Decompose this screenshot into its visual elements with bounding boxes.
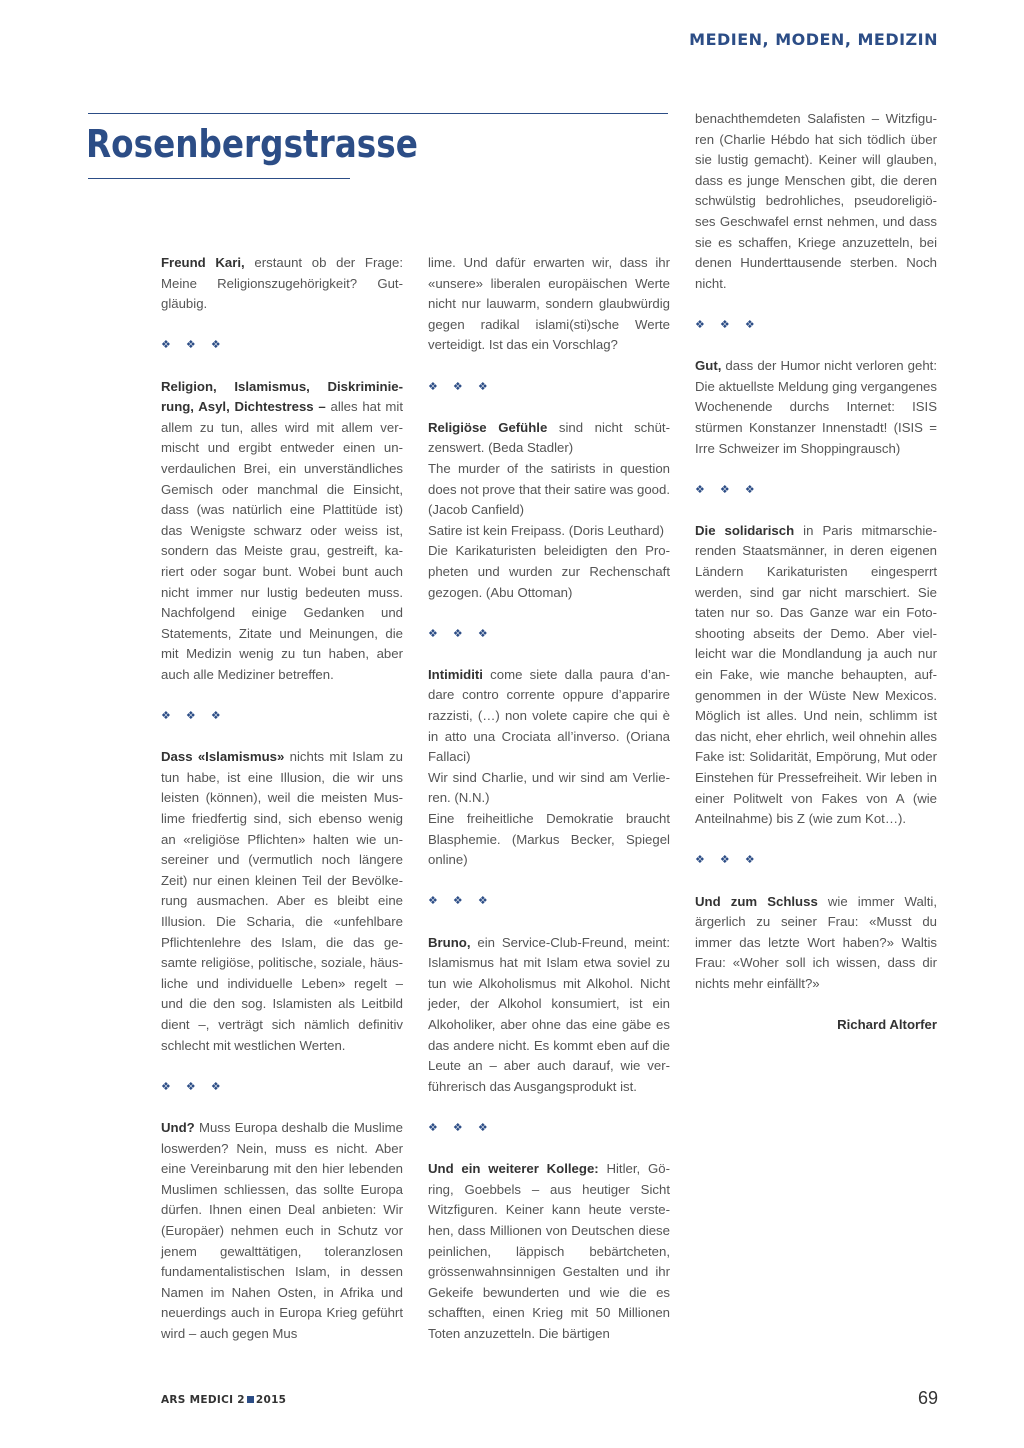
quote <box>428 521 670 542</box>
paragraph <box>695 356 937 459</box>
ornament-divider: ❖ ❖ ❖ <box>695 318 761 331</box>
paragraph-lead: Die solidarisch <box>695 522 795 538</box>
ornament-divider: ❖ ❖ ❖ <box>161 339 227 352</box>
paragraph <box>161 747 403 1056</box>
paragraph-lead: Religion, Islamismus, Diskriminierung, Asyl, Dichtestress – <box>161 378 403 415</box>
paragraph <box>161 253 403 315</box>
paragraph-text: ein Service-Club-Freund, meint: Islamismus hat mit Islam etwa soviel zu tun wie Alkoholismus mit Alkohol. Nicht jeder, der Alkohol konsumiert, ist ein Alkoholiker, aber ohne das eine gäbe es das andere nicht. Es kommt eben auf die Leute an – aber auch darauf, wie verführerisch das Ausgangsprodukt ist. <box>428 934 670 1094</box>
ornament-divider: ❖ ❖ ❖ <box>695 854 761 867</box>
quote <box>428 768 670 809</box>
quote-text: come siete dalla paura d’andare contro corrente oppure d’apparire razzisti, (…) non volete capire che qui è in atto una Crociata all’inverso. (Oriana Fallaci) <box>428 666 670 765</box>
paragraph-text: Hitler, Göring, Goebbels – aus heutiger Sicht Witzfiguren. Keiner kann heute verstehen, dass Millionen von Deutschen diese peinlichen, läppisch bebärtcheten, grössenwahnsinnigen Gestalten und ihr Gekeife bewunderten und wie die es schafften, einen Krieg mit 50 Millionen Toten anzuzetteln. Die bärtigen <box>428 1161 670 1341</box>
journal-year: 2015 <box>255 1394 287 1406</box>
ornament-divider: ❖ ❖ ❖ <box>161 710 227 723</box>
paragraph-lead: Bruno, <box>428 934 471 950</box>
paragraph <box>428 253 670 356</box>
quote-text: Die Karikaturisten beleidigten den Propheten und wurden zur Rechenschaft gezogen. (Abu Ottoman) <box>428 543 670 600</box>
paragraph-text: alles hat mit allem zu tun, alles wird mit allem vermischt und ergibt entweder einen unverdaulichen Brei, ein unverständliches Gemisch oder manchmal die Einsicht, dass (was natürlich eine Plattitüde ist) das Wenigste schwarz oder weiss ist, sondern das Meiste grau, gestreift, kariert oder sogar bunt. Wobei bunt auch nicht immer nur lustig bedeuten muss. Nachfolgend einige Gedanken und Statements, Zitate und Meinungen, die mit Medizin wenig zu tun haben, aber auch alle Mediziner betreffen. <box>161 399 404 682</box>
ornament-divider: ❖ ❖ ❖ <box>428 895 494 908</box>
title-rule-bottom <box>88 178 350 179</box>
paragraph <box>428 1159 670 1344</box>
paragraph-lead: Und? <box>161 1119 195 1135</box>
paragraph-text: in Paris mitmarschierenden Staatsmänner, in deren eigenen Ländern Karikaturisten eingesperrt werden, sind gar nicht marschiert. Sie taten nur so. Das Ganze war ein Fotoshooting abseits der Demo. Aber vielleicht war die Mondlandung ja auch nur ein Fake, wie manche behaupten, aufgenommen in der Wüste New Mexicos. Möglich ist alles. Und nein, schlimm ist das nicht, eher ehrlich, weil ohnehin alles Fake ist: Solidarität, Empörung, Mut oder Einstehen für Pressefreiheit. Wir leben in einer Politwelt von Fakes von A (wie Anteilnahme) bis Z (wie zum Kot…). <box>695 522 937 827</box>
text-column-1 <box>161 253 403 1344</box>
quote-text: sind nicht schützenswert. (Beda Stadler) <box>428 419 670 456</box>
ornament-divider: ❖ ❖ ❖ <box>161 1080 227 1093</box>
paragraph <box>428 933 670 1098</box>
page-number: 69 <box>917 1388 938 1408</box>
paragraph-text: Muss Europa deshalb die Muslime loswerden? Nein, muss es nicht. Aber eine Vereinbarung mit den hier lebenden Muslimen schliessen, das sollte Europa dürfen. Ihnen einen Deal anbieten: Wir (Europäer) nehmen euch in Schutz vor jenem gewalttätigen, toleranzlosen fundamentalistischen Islam, in dessen Namen im Nahen Osten, in Afrika und neuerdings auch in Europa Krieg geführt wird – auch gegen Mus <box>161 1119 403 1341</box>
paragraph-lead: Dass «Islamismus» <box>161 749 285 765</box>
paragraph-text: lime. Und dafür erwarten wir, dass ihr «unsere» liberalen europäischen Werte nicht nur lauwarm, sondern glaubwürdig gegen radikal islami(sti)sche Werte verteidigt. Ist das ein Vorschlag? <box>428 255 670 353</box>
section-title: MEDIEN, MODEN, MEDIZIN <box>689 30 938 49</box>
paragraph <box>695 521 937 830</box>
paragraph-text: nichts mit Islam zu tun habe, ist eine Illusion, die wir uns leisten (können), weil die meisten Muslime friedfertig sind, sich ebenso wenig an «religiöse Pflichten» halten wie unsereiner und (vermutlich noch längere Zeit) nur einen kleinen Teil der Bevölkerung ausmachen. Aber es bleibt eine Illusion. Die Scharia, die «unfehlbare Pflichtenlehre des Islam, die das gesamte religiöse, politische, soziale, häusliche und individuelle Leben» regelt – und die den sog. Islamisten als Leitbild dient –, verträgt sich nämlich definitiv schlecht mit westlichen Werten. <box>161 749 404 1053</box>
journal-name: ARS MEDICI 2 <box>161 1394 245 1406</box>
paragraph <box>695 892 937 995</box>
quote-text: Wir sind Charlie, und wir sind am Verlieren. (N.N.) <box>428 769 670 806</box>
paragraph <box>695 109 937 294</box>
quote-text: The murder of the satirists in question does not prove that their satire was good. (Jacob Canfield) <box>428 460 670 518</box>
title-rule-top <box>88 113 668 114</box>
quote-lead: Religiöse Gefühle <box>428 419 548 435</box>
text-column-3 <box>695 109 937 1056</box>
article-title: Rosenbergstrasse <box>86 122 418 166</box>
paragraph-lead: Und zum Schluss <box>695 893 818 909</box>
quote-text: Satire ist kein Freipass. (Doris Leuthard) <box>428 522 664 538</box>
paragraph-lead: Und ein weiterer Kollege: <box>428 1161 599 1177</box>
quote-text: Eine freiheitliche Demokratie braucht Blasphemie. (Markus Becker, Spiegel online) <box>428 811 670 868</box>
paragraph-text: dass der Humor nicht verloren geht: Die aktuellste Meldung ging vergangenes Wochenende durchs Internet: ISIS stürmen Konstanzer Innenstadt! (ISIS = Irre Schweizer im Shoppingrausch) <box>695 358 937 456</box>
quote <box>428 418 670 459</box>
quote-lead: Intimiditi <box>428 666 483 682</box>
paragraph-lead: Gut, <box>695 358 722 374</box>
paragraph <box>161 377 403 686</box>
text-column-2 <box>428 253 670 1344</box>
square-separator-icon <box>247 1396 254 1403</box>
ornament-divider: ❖ ❖ ❖ <box>428 627 494 640</box>
author-name: Richard Altorfer <box>837 1017 937 1033</box>
journal-footer <box>161 1394 286 1406</box>
paragraph-text: erstaunt ob der Frage: Meine Religionszugehörigkeit? Gutgläubig. <box>161 255 404 312</box>
paragraph-lead: Freund Kari, <box>161 255 245 270</box>
quote <box>428 541 670 603</box>
ornament-divider: ❖ ❖ ❖ <box>428 1121 494 1134</box>
ornament-divider: ❖ ❖ ❖ <box>695 483 761 496</box>
quote <box>428 809 670 871</box>
paragraph <box>161 1118 403 1345</box>
quote <box>428 459 670 521</box>
paragraph-text: wie immer Walti, ärgerlich zu seiner Frau: «Musst du immer das letzte Wort haben?» Waltis Frau: «Woher soll ich wissen, dass dir nichts mehr einfällt?» <box>695 893 937 991</box>
paragraph-text: benachthemdeten Salafisten – Witzfiguren (Charlie Hébdo hat sich tödlich über sie lustig gemacht). Keiner will glauben, dass es junge Menschen gibt, die deren schwülstig bedrohliches, pseudoreligiöses Geschwafel ernst nehmen, und dass sie es schaffen, Kriege anzuzetteln, bei denen Hunderttausende sterben. Noch nicht. <box>695 111 937 291</box>
ornament-divider: ❖ ❖ ❖ <box>428 380 494 393</box>
quote <box>428 665 670 768</box>
